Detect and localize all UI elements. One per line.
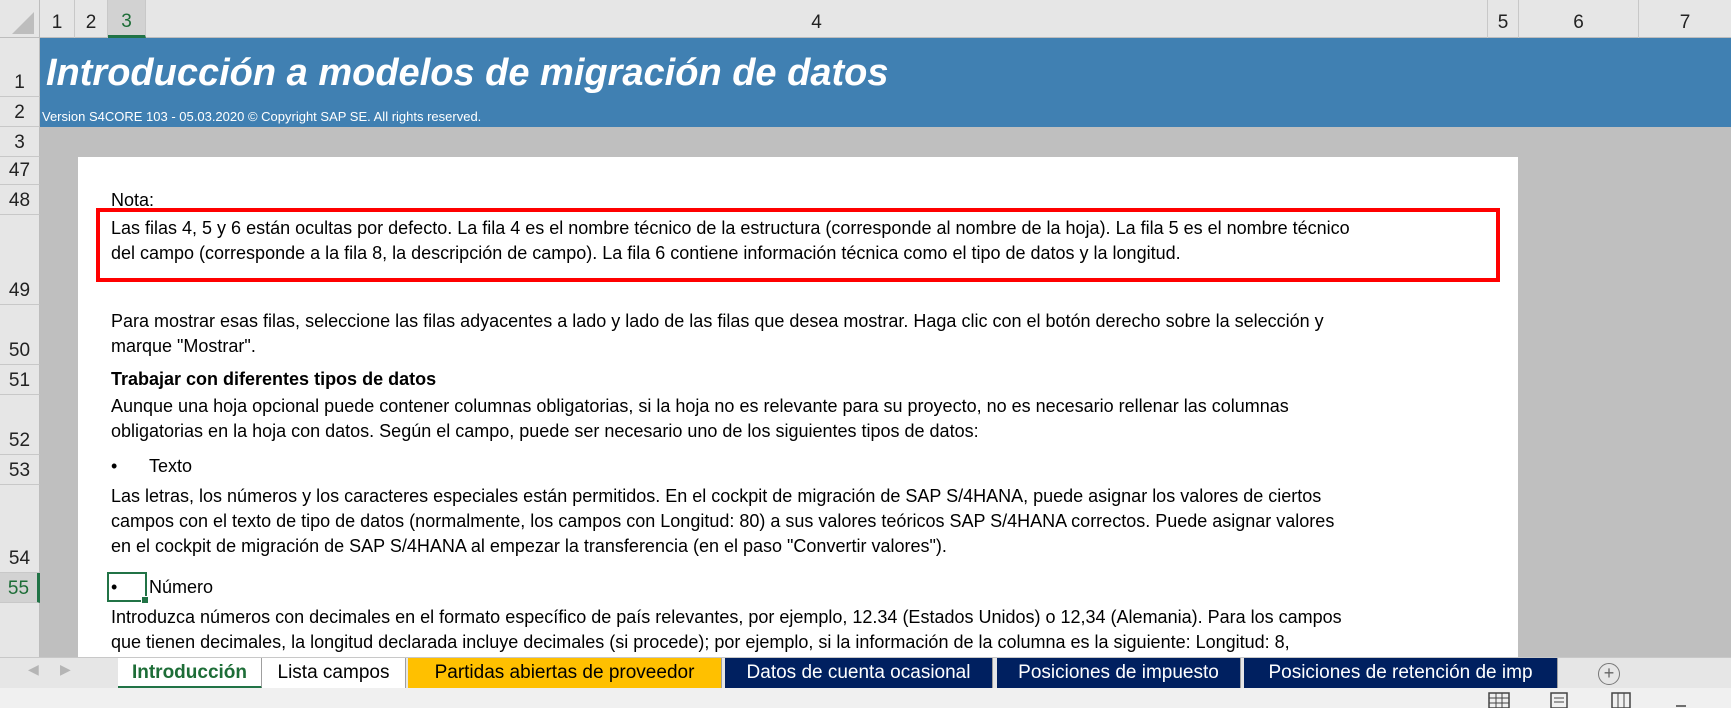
row-header[interactable]: 54 xyxy=(0,485,40,573)
version-text: Version S4CORE 103 - 05.03.2020 © Copyright SAP SE. All rights reserved. xyxy=(42,109,482,124)
texto-label: Texto xyxy=(149,456,193,476)
column-header-selected[interactable]: 3 xyxy=(108,0,146,38)
right-margin xyxy=(1518,157,1731,657)
column-header[interactable]: 1 xyxy=(40,0,75,38)
select-all-icon xyxy=(12,12,34,34)
texto-text: campos con el texto de tipo de datos (normalmente, los campos con Longitud: 80) a sus valores teóricos SAP S/4HANA correctos. Puede asignar valores xyxy=(111,511,1335,531)
nota-label: Nota: xyxy=(111,190,155,210)
column-header[interactable]: 7 xyxy=(1679,12,1691,33)
row-header[interactable]: 1 xyxy=(0,38,40,97)
page-layout-icon[interactable] xyxy=(1548,692,1570,708)
bullet: • xyxy=(111,577,118,597)
status-bar xyxy=(0,688,1731,708)
nota-text: Las filas 4, 5 y 6 están ocultas por defecto. La fila 4 es el nombre técnico de la estructura (corresponde al nombre de la hoja). La fila 5 es el nombre técnico xyxy=(111,218,1350,238)
title-banner xyxy=(40,38,1731,127)
row-header[interactable]: 3 xyxy=(0,127,40,157)
texto-text: en el cockpit de migración de SAP S/4HANA al empezar la transferencia (en el paso "Convertir valores"). xyxy=(111,536,947,556)
tab-posiciones-retencion[interactable]: Posiciones de retención de imp xyxy=(1244,658,1558,689)
row-header[interactable]: 47 xyxy=(0,157,40,185)
row-header[interactable]: 52 xyxy=(0,395,40,455)
row-header[interactable]: 53 xyxy=(0,455,40,485)
zoom-out-icon[interactable] xyxy=(1670,692,1692,708)
column-header[interactable]: 5 xyxy=(1488,0,1519,38)
column-header[interactable]: 4 xyxy=(146,0,1488,38)
mostrar-text: marque "Mostrar". xyxy=(111,336,256,356)
prev-sheet-icon[interactable]: ◀ xyxy=(28,661,39,677)
page-break-icon[interactable] xyxy=(1610,692,1632,708)
column-header-bar xyxy=(0,0,1731,38)
row-header[interactable]: 50 xyxy=(0,305,40,365)
page-title: Introducción a modelos de migración de datos xyxy=(46,52,889,94)
add-sheet-icon[interactable]: + xyxy=(1598,663,1620,685)
normal-view-icon[interactable] xyxy=(1488,692,1510,708)
row-header-selected[interactable]: 55 xyxy=(0,573,40,603)
content-area[interactable] xyxy=(78,157,1518,657)
select-all-corner[interactable] xyxy=(0,0,40,38)
gray-band xyxy=(40,127,1731,157)
left-margin xyxy=(40,157,78,657)
tab-lista-campos[interactable]: Lista campos xyxy=(262,658,406,689)
bullet: • xyxy=(111,456,118,476)
numero-text: que tienen decimales, la longitud declarada incluye decimales (si procede); por ejemplo, si la información de la columna es la siguiente: Longitud: 8, xyxy=(111,632,1290,652)
tipos-text: Aunque una hoja opcional puede contener columnas obligatorias, si la hoja no es relevante para su proyecto, no es necesario rellenar las columnas xyxy=(111,396,1289,416)
tab-partidas-abiertas[interactable]: Partidas abiertas de proveedor xyxy=(408,658,722,689)
texto-text: Las letras, los números y los caracteres especiales están permitidos. En el cockpit de migración de SAP S/4HANA, puede asignar los valores de ciertos xyxy=(111,486,1322,506)
row-header[interactable]: 48 xyxy=(0,185,40,215)
tab-posiciones-impuesto[interactable]: Posiciones de impuesto xyxy=(997,658,1241,689)
tab-datos-cuenta-ocasional[interactable]: Datos de cuenta ocasional xyxy=(725,658,993,689)
tab-introduccion[interactable]: Introducción xyxy=(118,658,262,689)
numero-text: Introduzca números con decimales en el formato específico de país relevantes, por ejemplo, 12.34 (Estados Unidos) o 12,34 (Alemania). Para los campos xyxy=(111,607,1342,627)
row-header[interactable]: 51 xyxy=(0,365,40,395)
section-heading: Trabajar con diferentes tipos de datos xyxy=(111,369,437,389)
next-sheet-icon[interactable]: ▶ xyxy=(60,661,71,677)
row-header[interactable]: 49 xyxy=(0,215,40,305)
tipos-text: obligatorias en la hoja con datos. Según el campo, puede ser necesario uno de los siguientes tipos de datos: xyxy=(111,421,979,441)
mostrar-text: Para mostrar esas filas, seleccione las filas adyacentes a lado y lado de las filas que desea mostrar. Haga clic con el botón derecho sobre la selección y xyxy=(111,311,1324,331)
column-header[interactable]: 6 xyxy=(1519,0,1639,38)
row-header-empty xyxy=(0,603,40,657)
column-header[interactable]: 2 xyxy=(75,0,108,38)
numero-label: Número xyxy=(149,577,214,597)
nota-text: del campo (corresponde a la fila 8, la descripción de campo). La fila 6 contiene información técnica como el tipo de datos y la longitud. xyxy=(111,243,1181,263)
row-header[interactable]: 2 xyxy=(0,97,40,127)
sheet-tab-bar xyxy=(0,657,1731,688)
